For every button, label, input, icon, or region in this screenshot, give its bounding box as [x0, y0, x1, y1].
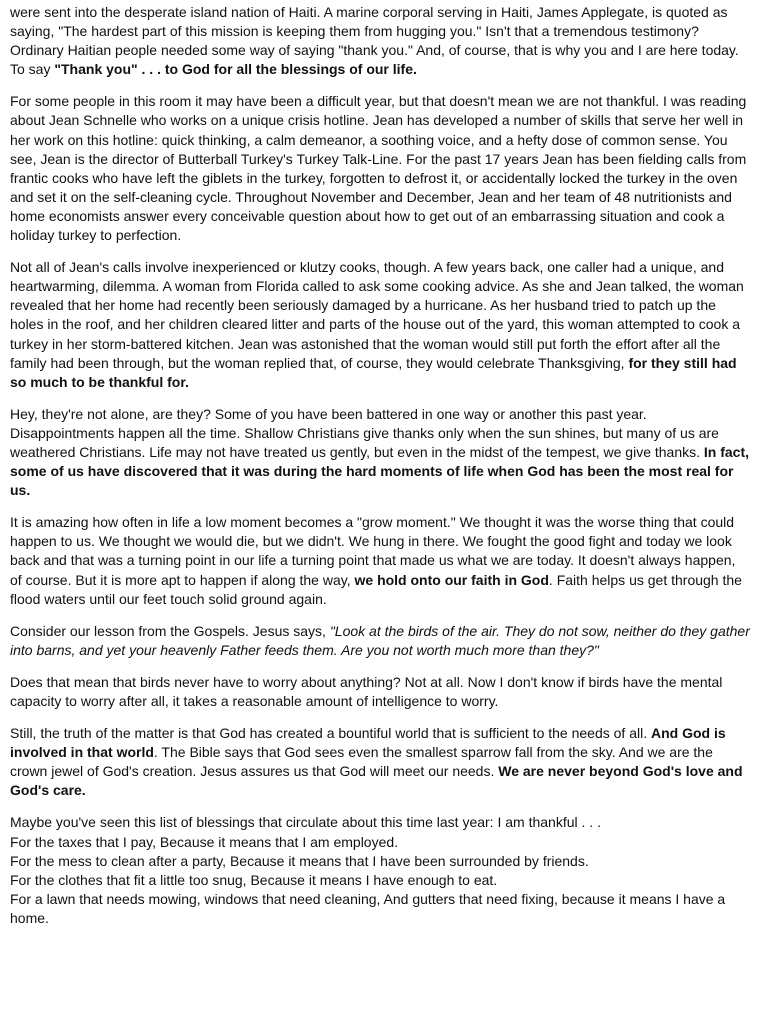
bold-text: We are never beyond God's love and God's care. — [10, 763, 743, 799]
body-text: . The Bible says that God sees even the smallest sparrow fall from the sky. And we are the crown jewel of God's creation. Jesus assures us that God will meet our needs. — [10, 744, 713, 780]
bold-text: for they still had so much to be thankful for. — [10, 354, 737, 390]
bold-text: In fact, some of us have discovered that it was during the hard moments of life when God has been the most real for us. — [10, 443, 750, 499]
list-item: For the taxes that I pay, Because it means that I am employed. — [10, 833, 399, 850]
body-text: Does that mean that birds never have to worry about anything? Not at all. Now I don't know if birds have the mental capacity to worry after all, it takes a reasonable amount of intelligence to worry. — [10, 673, 723, 709]
bold-text: "Thank you" . . . to God for all the blessings of our life. — [54, 61, 417, 78]
body-text: were sent into the desperate island nation of Haiti. A marine corporal serving in Haiti, James Applegate, is quoted as saying, "The hardest part of this mission is keeping them from hugging you." Isn't that a tremendous testimony? Ordinary Haitian people needed some way of saying "thank you." And, of course, that is why you and I are here today. To say — [10, 4, 739, 78]
blessings-list — [10, 813, 750, 928]
body-text: Hey, they're not alone, are they? Some of you have been battered in one way or another this past year. Disappointments happen all the time. Shallow Christians give thanks only when the sun shines, but many of us are weathered Christians. Life may not have treated us gently, but even in the midst of the tempest, we give thanks. — [10, 405, 719, 460]
list-item: For the mess to clean after a party, Because it means that I have been surrounded by friends. — [10, 852, 589, 869]
body-text: Not all of Jean's calls involve inexperienced or klutzy cooks, though. A few years back, one caller had a unique, and heartwarming, dilemma. A woman from Florida called to ask some cooking advice. As she and Jean talked, the woman revealed that her home had recently been seriously damaged by a hurricane. As her husband tried to patch up the holes in the roof, and her children cleared litter and parts of the house out of the yard, this woman attempted to cook a turkey in her storm-battered kitchen. Jean was astonished that the woman would still put forth the effort after all the family had been through, but the woman replied that, of course, they would celebrate Thanksgiving, — [10, 259, 744, 371]
body-text: For some people in this room it may have been a difficult year, but that doesn't mean we are not thankful. I was reading about Jean Schnelle who works on a unique crisis hotline. Jean has developed a number of skills that serve her well in her work on this hotline: quick thinking, a calm demeanor, a soothing voice, and a hefty dose of common sense. You see, Jean is the director of Butterball Turkey's Turkey Talk-Line. For the past 17 years Jean has been fielding calls from frantic cooks who have left the giblets in the turkey, forgotten to defrost it, or accidentally locked the turkey in the oven and set it on the self-cleaning cycle. Throughout November and December, Jean and her team of 48 nutritionists and home economists answer every conceivable question about how to get out of an embarrassing situation and cook a holiday turkey to perfection. — [10, 93, 747, 244]
bold-text: we hold onto our faith in God — [354, 571, 549, 588]
body-text: Still, the truth of the matter is that God has created a bountiful world that is sufficient to the needs of all. — [10, 725, 651, 742]
list-item: For the clothes that fit a little too snug, Because it means I have enough to eat. — [10, 871, 498, 888]
italic-quote: "Look at the birds of the air. They do not sow, neither do they gather into barns, and yet your heavenly Father feeds them. Are you not worth much more than they?" — [10, 622, 750, 658]
paragraph — [10, 513, 750, 608]
paragraph — [10, 724, 750, 800]
list-intro: Maybe you've seen this list of blessings that circulate about this time last year: I am thankful . . . — [10, 814, 601, 831]
list-item: For a lawn that needs mowing, windows that need cleaning, And gutters that need fixing, because it means I have a home. — [10, 890, 726, 926]
body-text: It is amazing how often in life a low moment becomes a "grow moment." We thought it was the worse thing that could happen to us. We thought we would die, but we didn't. We hung in there. We fought the good fight and today we look back and that was a turning point in our life a turning point that made us what we are today. It doesn't always happen, of course. But it is more apt to happen if along the way, — [10, 514, 736, 588]
paragraph — [10, 3, 750, 79]
paragraph — [10, 92, 750, 245]
body-text: Consider our lesson from the Gospels. Jesus says, — [10, 622, 330, 639]
paragraph — [10, 405, 750, 500]
paragraph — [10, 622, 750, 660]
body-text: . Faith helps us get through the flood waters until our feet touch solid ground again. — [10, 571, 742, 607]
paragraph — [10, 673, 750, 711]
paragraph — [10, 258, 750, 392]
bold-text: And God is involved in that world — [10, 725, 726, 761]
document-body — [10, 3, 750, 800]
